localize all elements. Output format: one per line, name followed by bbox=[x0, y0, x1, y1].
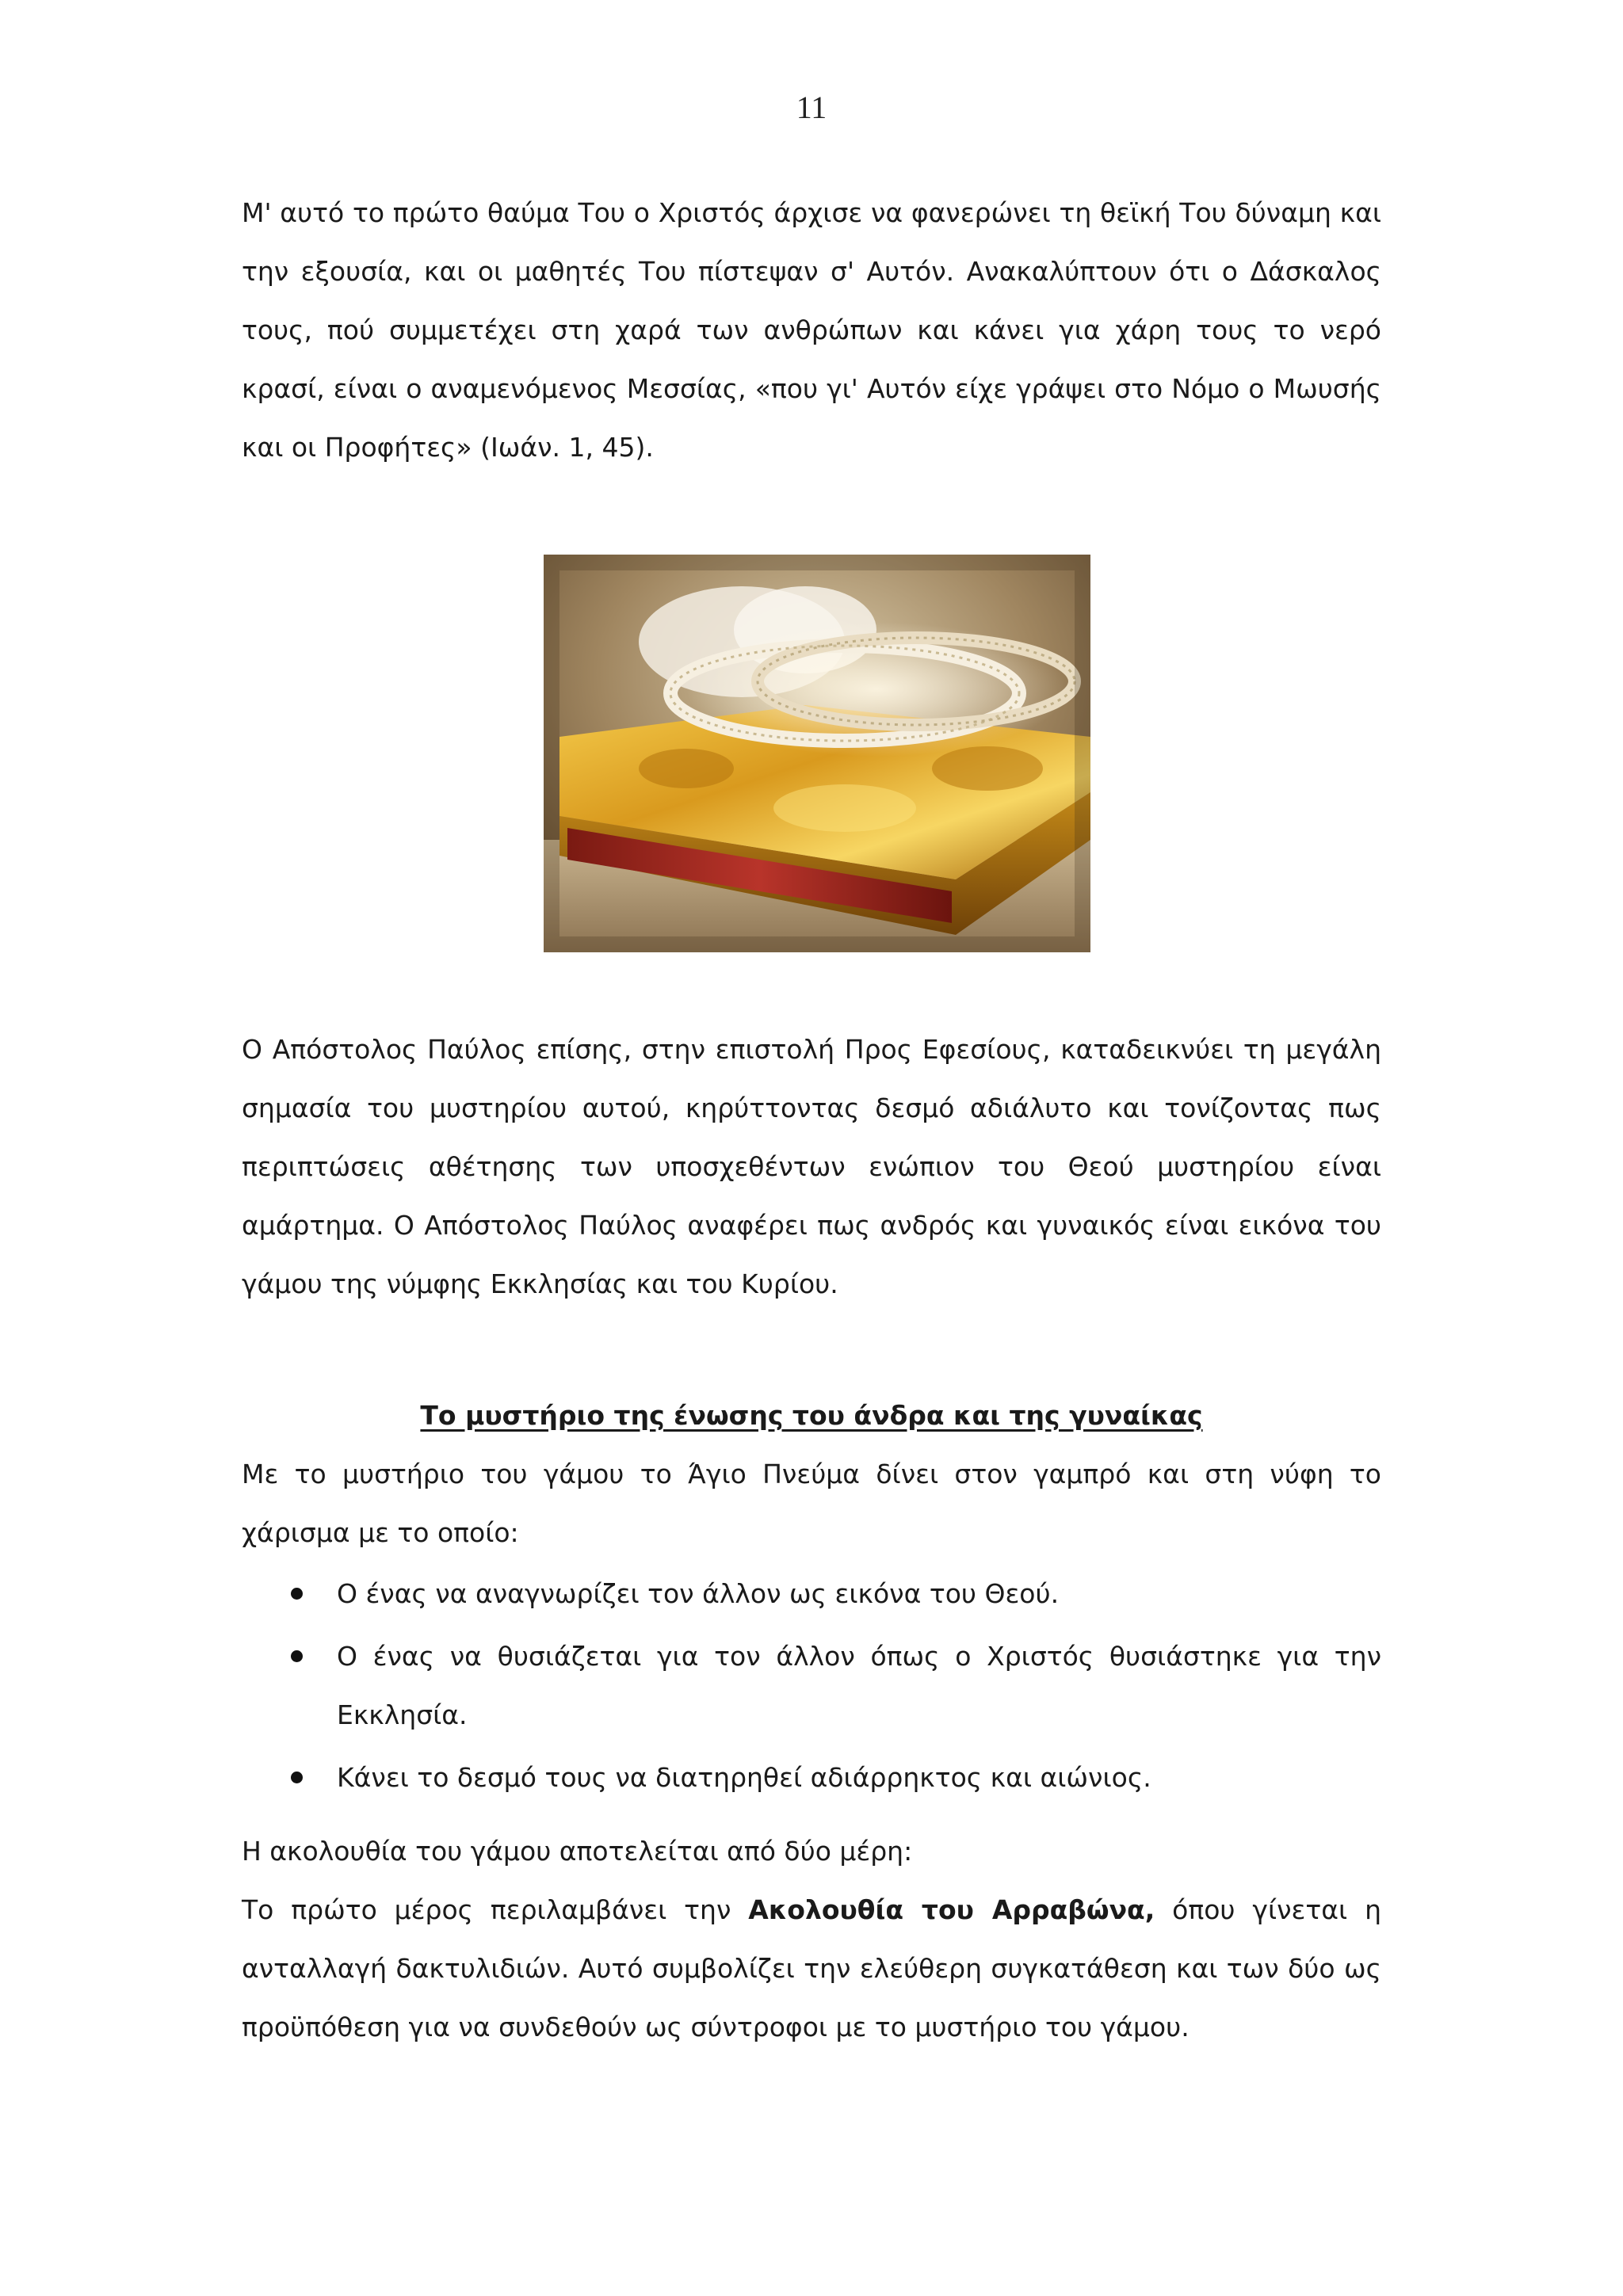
betrothal-bold-term: Ακολουθία του Αρραβώνα, bbox=[748, 1894, 1155, 1925]
paragraph-apostle-paul: Ο Απόστολος Παύλος επίσης, στην επιστολή Προς Εφεσίους, καταδεικνύει τη μεγάλη σημασία του μυστηρίου αυτού, κηρύττοντας δεσμό αδιάλυτο και τονίζοντας πως περιπτώσεις αθέτησης των υποσχεθέντων ενώπιον του Θεού μυστηρίου είναι αμάρτημα. Ο Απόστολος Παύλος αναφέρει πως ανδρός και γυναικός είναι εικόνα του γάμου της νύμφης Εκκλησίας και του Κυρίου. bbox=[242, 1034, 1381, 1299]
list-item bbox=[242, 1565, 1381, 1623]
section-intro: Με το μυστήριο του γάμου το Άγιο Πνεύμα δίνει στον γαμπρό και στη νύφη το χάρισμα με το οποίο: bbox=[242, 1459, 1381, 1548]
list-item-text: Κάνει το δεσμό τους να διατηρηθεί αδιάρρηκτος και αιώνιος. bbox=[337, 1762, 1151, 1793]
list-item bbox=[242, 1749, 1381, 1807]
list-item-text: Ο ένας να θυσιάζεται για τον άλλον όπως ο Χριστός θυσιάστηκε για την Εκκλησία. bbox=[337, 1641, 1381, 1730]
page-number: 11 bbox=[796, 90, 827, 125]
betrothal-text-after: όπου γίνεται η ανταλλαγή δακτυλιδιών. Αυτό συμβολίζει την ελεύθερη συγκατάθεση και των δύο ως προϋπόθεση για να συνδεθούν ως σύντροφοι με το μυστήριο του γάμου. bbox=[242, 1894, 1381, 2042]
betrothal-text-before: Το πρώτο μέρος περιλαμβάνει την bbox=[242, 1894, 749, 1925]
bullet-list bbox=[242, 1565, 1381, 1811]
section-heading-container bbox=[242, 1386, 1381, 1445]
bullet-icon bbox=[291, 1588, 303, 1600]
wedding-crowns-on-gospel-icon bbox=[544, 555, 1090, 952]
list-item-text: Ο ένας να αναγνωρίζει τον άλλον ως εικόνα του Θεού. bbox=[337, 1578, 1060, 1609]
list-item bbox=[242, 1627, 1381, 1745]
bullet-icon bbox=[291, 1772, 303, 1783]
section-heading: Το μυστήριο της ένωσης του άνδρα και της γυναίκας bbox=[420, 1400, 1203, 1431]
wedding-crowns-photo bbox=[544, 555, 1090, 952]
paragraph-miracle: Μ' αυτό το πρώτο θαύμα Του ο Χριστός άρχισε να φανερώνει τη θεϊκή Του δύναμη και την εξουσία, και οι μαθητές Του πίστεψαν σ' Αυτόν. Ανακαλύπτουν ότι ο Δάσκαλος τους, πού συμμετέχει στη χαρά των ανθρώπων και κάνει για χάρη τους το νερό κρασί, είναι ο αναμενόμενος Μεσσίας, «που γι' Αυτόν είχε γράψει στο Νόμο ο Μωυσής και οι Προφήτες» (Ιωάν. 1, 45). bbox=[242, 197, 1381, 463]
bullet-icon bbox=[291, 1650, 303, 1662]
service-intro: Η ακολουθία του γάμου αποτελείται από δύο μέρη: bbox=[242, 1836, 913, 1867]
paragraph-betrothal bbox=[242, 1881, 1381, 2057]
